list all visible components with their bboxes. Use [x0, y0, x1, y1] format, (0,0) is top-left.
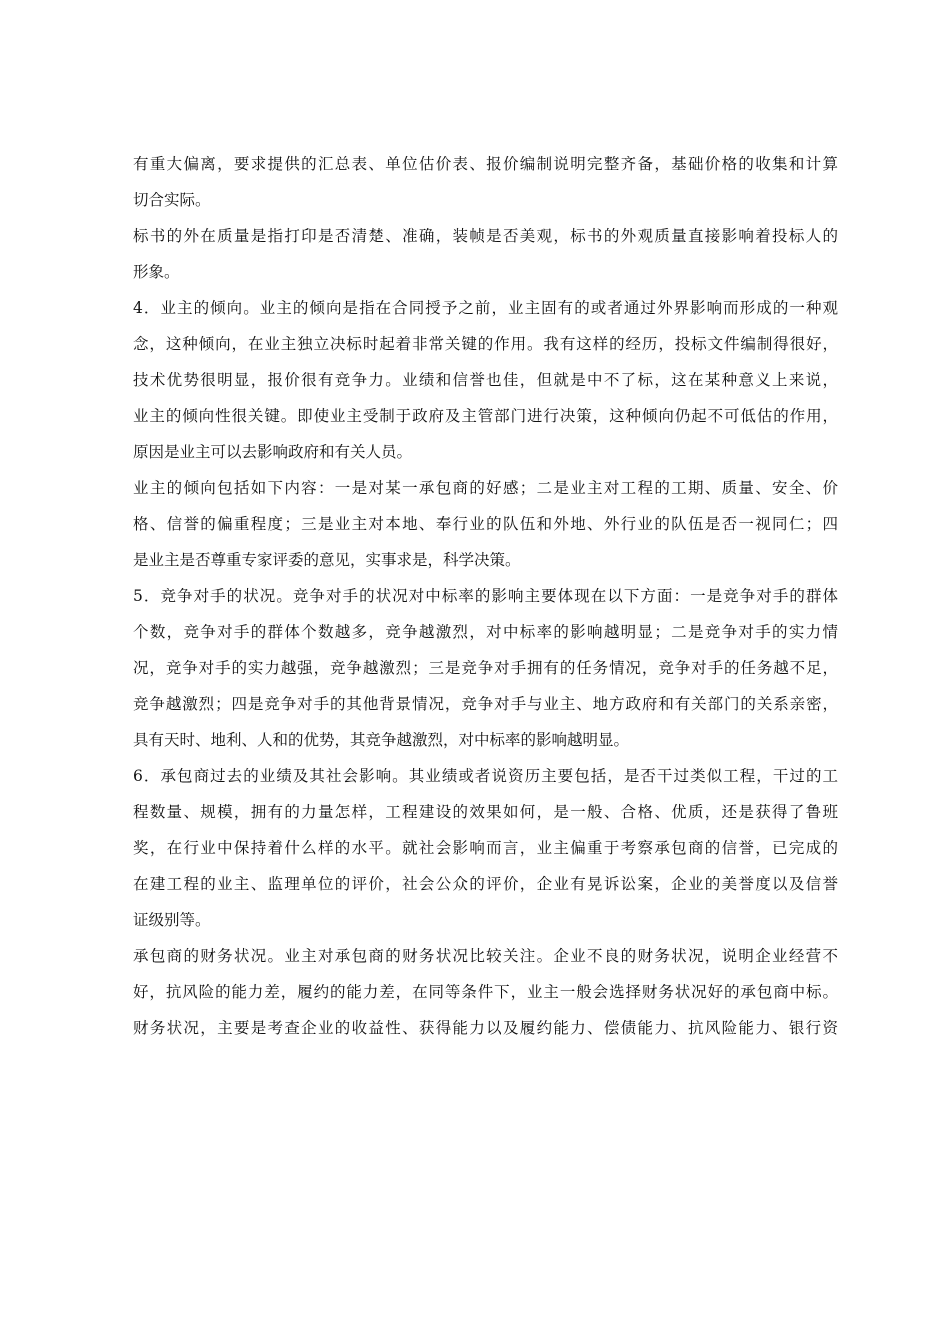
text-line: 技术优势很明显，报价很有竞争力。业绩和信誉也佳，但就是中不了标，这在某种意义上来说，	[133, 371, 838, 389]
text-line: 有重大偏离，要求提供的汇总表、单位估价表、报价编制说明完整齐备，基础价格的收集和计算	[133, 155, 838, 173]
text-line: 6．承包商过去的业绩及其社会影响。其业绩或者说资历主要包括，是否干过类似工程，干过的工	[133, 767, 838, 785]
text-line: 证级别等。	[133, 911, 211, 929]
paragraph	[133, 938, 838, 1046]
text-line: 在建工程的业主、监理单位的评价，社会公众的评价，企业有晃诉讼案，企业的美誉度以及信誉	[133, 875, 838, 893]
text-line: 原因是业主可以去影响政府和有关人员。	[133, 443, 413, 461]
text-line: 切合实际。	[133, 191, 211, 209]
text-line: 个数，竞争对手的群体个数越多，竞争越激烈，对中标率的影响越明显；二是竞争对手的实力情	[133, 623, 838, 641]
text-line: 况，竞争对手的实力越强，竞争越激烈；三是竞争对手拥有的任务情况，竞争对手的任务越不足，	[133, 659, 838, 677]
text-line: 奖，在行业中保持着什么样的水平。就社会影响而言，业主偏重于考察承包商的信誉，已完成的	[133, 839, 838, 857]
text-line: 具有天时、地利、人和的优势，其竞争越激烈，对中标率的影响越明显。	[133, 731, 630, 749]
text-line: 业主的倾向包括如下内容：一是对某一承包商的好感；二是业主对工程的工期、质量、安全、价	[133, 479, 838, 497]
document-body	[133, 146, 838, 1046]
paragraph	[133, 218, 838, 290]
text-line: 业主的倾向性很关键。即使业主受制于政府及主管部门进行决策，这种倾向仍起不可低估的作用，	[133, 407, 838, 425]
text-line: 5．竞争对手的状况。竞争对手的状况对中标率的影响主要体现在以下方面：一是竞争对手的群体	[133, 587, 838, 605]
paragraph	[133, 578, 838, 758]
text-line: 承包商的财务状况。业主对承包商的财务状况比较关注。企业不良的财务状况，说明企业经营不	[133, 947, 838, 965]
text-line: 形象。	[133, 263, 180, 281]
text-line: 财务状况，主要是考查企业的收益性、获得能力以及履约能力、偿债能力、抗风险能力、银行资	[133, 1019, 838, 1037]
text-line: 念，这种倾向，在业主独立决标时起着非常关键的作用。我有这样的经历，投标文件编制得很好，	[133, 335, 838, 353]
text-line: 好，抗风险的能力差，履约的能力差，在同等条件下，业主一般会选择财务状况好的承包商中标。	[133, 983, 838, 1001]
paragraph	[133, 758, 838, 938]
paragraph	[133, 470, 838, 578]
paragraph	[133, 290, 838, 470]
text-line: 4．业主的倾向。业主的倾向是指在合同授予之前，业主固有的或者通过外界影响而形成的一种观	[133, 299, 838, 317]
paragraph	[133, 146, 838, 218]
text-line: 格、信誉的偏重程度；三是业主对本地、奉行业的队伍和外地、外行业的队伍是否一视同仁；四	[133, 515, 838, 533]
text-line: 程数量、规模，拥有的力量怎样，工程建设的效果如何，是一般、合格、优质，还是获得了鲁班	[133, 803, 838, 821]
text-line: 是业主是否尊重专家评委的意见，实事求是，科学决策。	[133, 551, 521, 569]
text-line: 竞争越激烈；四是竞争对手的其他背景情况，竞争对手与业主、地方政府和有关部门的关系亲密，	[133, 695, 838, 713]
text-line: 标书的外在质量是指打印是否清楚、准确，装帧是否美观，标书的外观质量直接影响着投标人的	[133, 227, 838, 245]
